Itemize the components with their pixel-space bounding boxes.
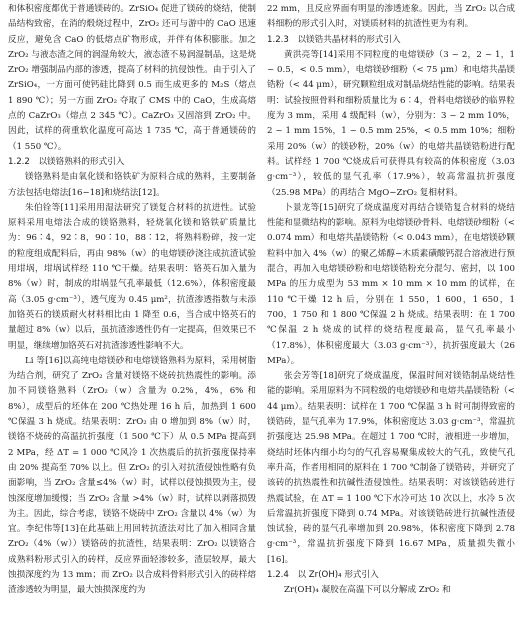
section-heading: 1.2.4 以 Zr(OH)₄ 形式引入: [267, 569, 379, 580]
paragraph: 22 mm，且反应界面有明显的渗透迹象。因此，当 ZrO₂ 以合成料细粉的形式引入时，对镁质材料的抗渣性更为有利。: [267, 4, 515, 30]
paragraph: Zr(OH)₄ 凝胶在高温下可以分解成 ZrO₂ 和: [284, 585, 451, 596]
section-heading: 1.2.3 以镁锆共晶材料的形式引入: [267, 34, 401, 45]
section-heading: 1.2.2 以镁铬熟料的形式引入: [8, 156, 125, 167]
paragraph: 和体积密度都优于普通镁砖的。ZrSiO₄ 促进了镁砖的烧结，使制品结构致密，在消的煅烧过程中，ZrO₂ 还可与游中的 CaO 迅速反应，避免含 CaO 的低熔点矿物形成，并伴有体积膨胀。加之 ZrO₂ 与液态渣之间的润湿角较大，液态渣不易润湿制品，这是烧 ZrO₂ 增强制品内部的渗透，提高了材料的抗侵蚀性。由于引入了 ZrSiO₄，一方面可使钙硅比降到 0.5 而生成更多的 M₂S（熔点 1 890 ℃）；另一方面 ZrO₂ 夺取了 CMS 中的 CaO，生成高熔点的 CaZrO₃（熔点 2 345 ℃）。CaZrO₃ 又固溶到 ZrO₂ 中。因此，试样的荷重软化温度可高达 1 735 ℃，高于普通镁砖的（1 550 ℃）。: [8, 4, 256, 152]
paragraph: 镁铬熟料是由氧化镁和铬铁矿为原料合成的熟料，主要制备方法包括电熔法[16−18]和烧结法[12]。: [8, 172, 256, 198]
paragraph: 黄洪亮等[14]采用不同粒度的电熔镁砂（3 ~ 2，2 ~ 1，1 ~ 0.5，< 0.5 mm），电熔镁砂细粉（< 75 μm）和电熔共晶镁锆粉（< 44 μm），研究颗粒组成对制品烧结性能的影响。结果表明：试验按照骨料和细粉质量比为 6∶4，骨料电熔镁砂的临界粒度为 3 mm，采用 4 级配料（w），分别为：3 ~ 2 mm 10%，2 ~ 1 mm 15%，1 ~ 0.5 mm 25%，< 0.5 mm 10%；细粉采用 20%（w）的镁砂粉，20%（w）的电熔共晶镁锆粉进行配料。试样经 1 700 ℃烧成后可获得具有较高的体积密度（3.03 g·cm⁻³），较低的显气孔率（17.9%），较高常温抗折强度（25.98 MPa）的再结合 MgO−ZrO₂ 复相材料。: [267, 49, 515, 198]
left-column: [8, 2, 256, 637]
paragraph: Li 等[16]以高纯电熔镁砂和电熔镁铬熟料为原料，采用树脂为结合剂，研究了 ZrO₂ 含量对镁铬不烧砖抗热震性的影响。添加不同镁铬熟料（ZrO₂（w）含量为 0.2%，4%，6% 和 8%），成型后的坯体在 200 ℃热处理 16 h 后，加热到 1 600 ℃保温 3 h 烧成。结果表明：ZrO₂ 由 0 增加到 8%（w）时，镁铬不烧砖的高温抗折强度（1 500 ℃下）从 0.5 MPa 提高到 2 MPa，经 ΔT = 1 000 ℃风冷 1 次热震后的抗折强度保持率由 20% 提高至 70% 以上。但 ZrO₂ 的引入对抗渣侵蚀性略有负面影响，当 ZrO₂ 含量≤4%（w）时，试样以侵蚀损毁为主，侵蚀深度增加缓慢；当 ZrO₂ 含量 >4%（w）时，试样以剥落损毁为主。因此，综合考虑，镁铬不烧砖中 ZrO₂ 含量以 4%（w）为宜。李纪伟等[13]在此基础上用回转抗渣法对比了加入相同含量 ZrO₂（4%（w））镁铬砖的抗渣性，结果表明：ZrO₂ 以镁铬合成熟料粉形式引入的砖样，反应界面轻渗较多，渣层较厚，最大蚀损深度约为 13 mm；而 ZrO₂ 以合成料骨料形式引入的砖样熔渣渗透较为明显，最大蚀损深度约为: [8, 355, 256, 596]
paragraph: 张会芳等[18]研究了烧成温度，保温时间对镁锆制品烧结性能的影响。采用原料为不同粒级的电熔镁砂和电熔共晶镁锆粉（< 44 μm）。结果表明：试样在 1 700 ℃保温 3 h 时可制得致密的镁锆砖，显气孔率为 17.9%，体积密度达 3.03 g·cm⁻³，常温抗折强度达 25.98 MPa。在超过 1 700 ℃时，液相进一步增加，烧结时坯体内细小均匀的气孔容易聚集成较大的气孔，致使气孔率升高，作者用相同的原料在 1 700 ℃制备了镁锆砖，并研究了该砖的抗热震性和抗碱性渣侵蚀性。结果表明：对该镁锆砖进行热震试验，在 ΔT = 1 100 ℃下水冷可达 10 次以上，水冷 5 次后常温抗折强度下降到 0.74 MPa。对该镁锆砖进行抗碱性渣侵蚀试验，砖的显气孔率增加到 20.98%，体积密度下降到 2.78 g·cm⁻³，常温抗折强度下降到 16.67 MPa，质量损失微小[16]。: [267, 371, 515, 565]
right-column: [267, 2, 515, 637]
paragraph: 朱伯铨等[11]采用用湿法研究了镁复合材料的抗进性。试验原料采用电熔法合成的镁铬熟料，轻烧氧化镁和铬铁矿质量比为：96∶4，92∶8，90∶10，88∶12，将熟料粉碎，按一定的粒度组成配料后，再由 98%（w）的电熔镁砂浇注成抗渣试验用坩埚，坩埚试样经 110 ℃干燥。结果表明：铬英石加入量为 8%（w）时，制成的坩埚显气孔率最低（12.6%），体积密度最高（3.05 g·cm⁻³），透气度为 0.45 μm²，抗渣渗透指数与未添加铬英石的镁质耐火材料相比由 1 降至 0.6，当合成中铬英石的量超过 8%（w）以后，虽抗渣渗透性仍有一定提高，但效果已不明显，继续增加铬英石对抗渣渗透性影响不大。: [8, 202, 256, 351]
paragraph: 卜景龙等[15]研究了烧成温度对再结合镁锆复合材料的烧结性能和显微结构的影响。原料为电熔镁砂骨料、电熔镁砂细粉（< 0.074 mm）和电熔共晶镁锆粉（< 0.043 mm），在电熔镁砂颗粒料中加入 4%（w）的聚乙烯醇−木质素磺酸钙混合溶液进行预混合，再加入电熔镁砂粉和电熔镁锆粉充分混匀、密封，以 100 MPa 的压力成型为 53 mm × 10 mm × 10 mm 的试样，在 110 ℃干燥 12 h 后，分别在 1 550，1 600，1 650，1 700，1 750 和 1 800 ℃保温 2 h 烧成。结果表明：在 1 700 ℃保温 2 h 烧成的试样的烧结程度最高，显气孔率最小（17.8%），体积密度最大（3.03 g·cm⁻³），抗折强度最大（26 MPa）。: [267, 202, 515, 366]
